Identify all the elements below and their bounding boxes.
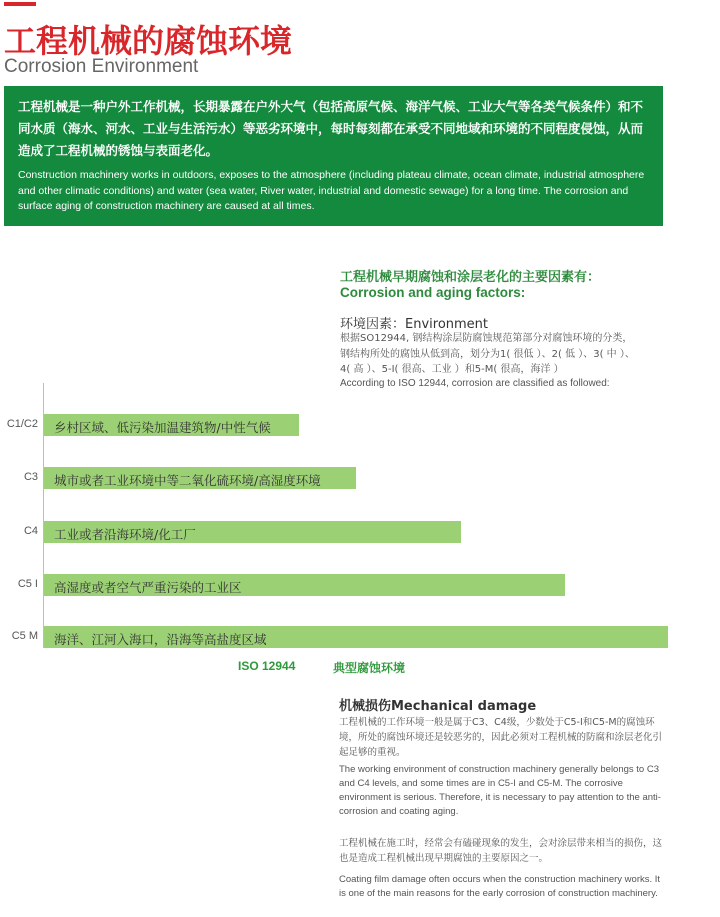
chart-row-label: C5 M (11, 630, 38, 642)
chart-bar-text: 工业或者沿海环境/化工厂 (54, 527, 196, 542)
chart-row-label: C3 (23, 471, 38, 483)
chart-caption-typical: 典型腐蚀环境 (333, 661, 406, 675)
chart-bar (44, 467, 356, 489)
factors-heading-cn: 工程机械早期腐蚀和涂层老化的主要因素有： (340, 270, 601, 285)
mechanical-heading: 机械损伤Mechanical damage (339, 699, 537, 714)
factors-heading-en: Corrosion and aging factors: (340, 285, 526, 300)
chart-row-label: C5 I (17, 578, 38, 590)
mechanical-body-en-1: The working environment of construction machinery generally belongs to C3 and C4 levels, and some times are in C5-I and C5-M. The corrosive environment is serious. Therefore, it is necessary to pay attention to the anti-corrosion and coating aging. (339, 764, 661, 817)
chart-bar (44, 521, 461, 543)
chart-bar-text: 乡村区域、低污染加温建筑物/中性气候 (54, 420, 271, 435)
chart-caption-iso: ISO 12944 (238, 659, 296, 673)
chart-row-label: C4 (23, 525, 38, 537)
mechanical-body-cn-2: 工程机械在施工时，经常会有磕碰现象的发生，会对涂层带来相当的损伤，这也是造成工程机械出现早期腐蚀的主要原因之一。 (339, 838, 663, 864)
page-title: 工程机械的腐蚀环境 (4, 22, 293, 60)
chart-bar (44, 414, 299, 436)
page-subtitle: Corrosion Environment (4, 56, 199, 77)
intro-panel (4, 86, 663, 226)
chart-row-label: C1/C2 (6, 418, 38, 430)
mechanical-body-en-2: Coating film damage often occurs when the construction machinery works. It is one of the main reasons for the early corrosion of construction machinery. (339, 874, 661, 899)
intro-text-cn: 工程机械是一种户外工作机械，长期暴露在户外大气（包括高原气候、海洋气候、工业大气等各类气候条件）和不同水质（海水、河水、工业与生活污水）等恶劣环境中，每时每刻都在承受不同地域和环境的不同程度侵蚀，从而造成了工程机械的锈蚀与表面老化。 (18, 99, 644, 158)
chart-bar-text: 城市或者工业环境中等二氧化硫环境/高湿度环境 (54, 473, 321, 488)
chart-bar (44, 574, 565, 596)
title-accent-bar (4, 2, 36, 6)
environment-body-en: According to ISO 12944, corrosion are classified as followed: (340, 378, 610, 389)
environment-heading: 环境因素：Environment (340, 317, 489, 332)
intro-text-en: Construction machinery works in outdoors, exposes to the atmosphere (including plateau climate, ocean climate, industrial atmosphere and other climatic conditions) and water (sea water, River water, industrial and domestic sewage) for a long time. The corrosion and surface aging of construction machinery are caused at all times. (18, 169, 645, 212)
chart-bar (44, 626, 668, 648)
chart-bar-text: 高湿度或者空气严重污染的工业区 (54, 580, 242, 595)
mechanical-body-cn-1: 工程机械的工作环境一般是属于C3、C4级，少数处于C5-I和C5-M的腐蚀环境，所处的腐蚀环境还是较恶劣的，因此必须对工程机械的防腐和涂层老化引起足够的重视。 (339, 717, 663, 758)
chart-bar-text: 海洋、江河入海口，沿海等高盐度区域 (54, 632, 267, 647)
environment-body-cn: 根据SO12944, 钢结构涂层防腐蚀规范第部分对腐蚀环境的分类，钢结构所处的腐蚀从低到高，划分为1( 很低 ）、2( 低 ）、3( 中 ）、4( 高 ）、5-I( 很高、工业 ）和5-M( 很高，海洋 ） (340, 333, 635, 375)
